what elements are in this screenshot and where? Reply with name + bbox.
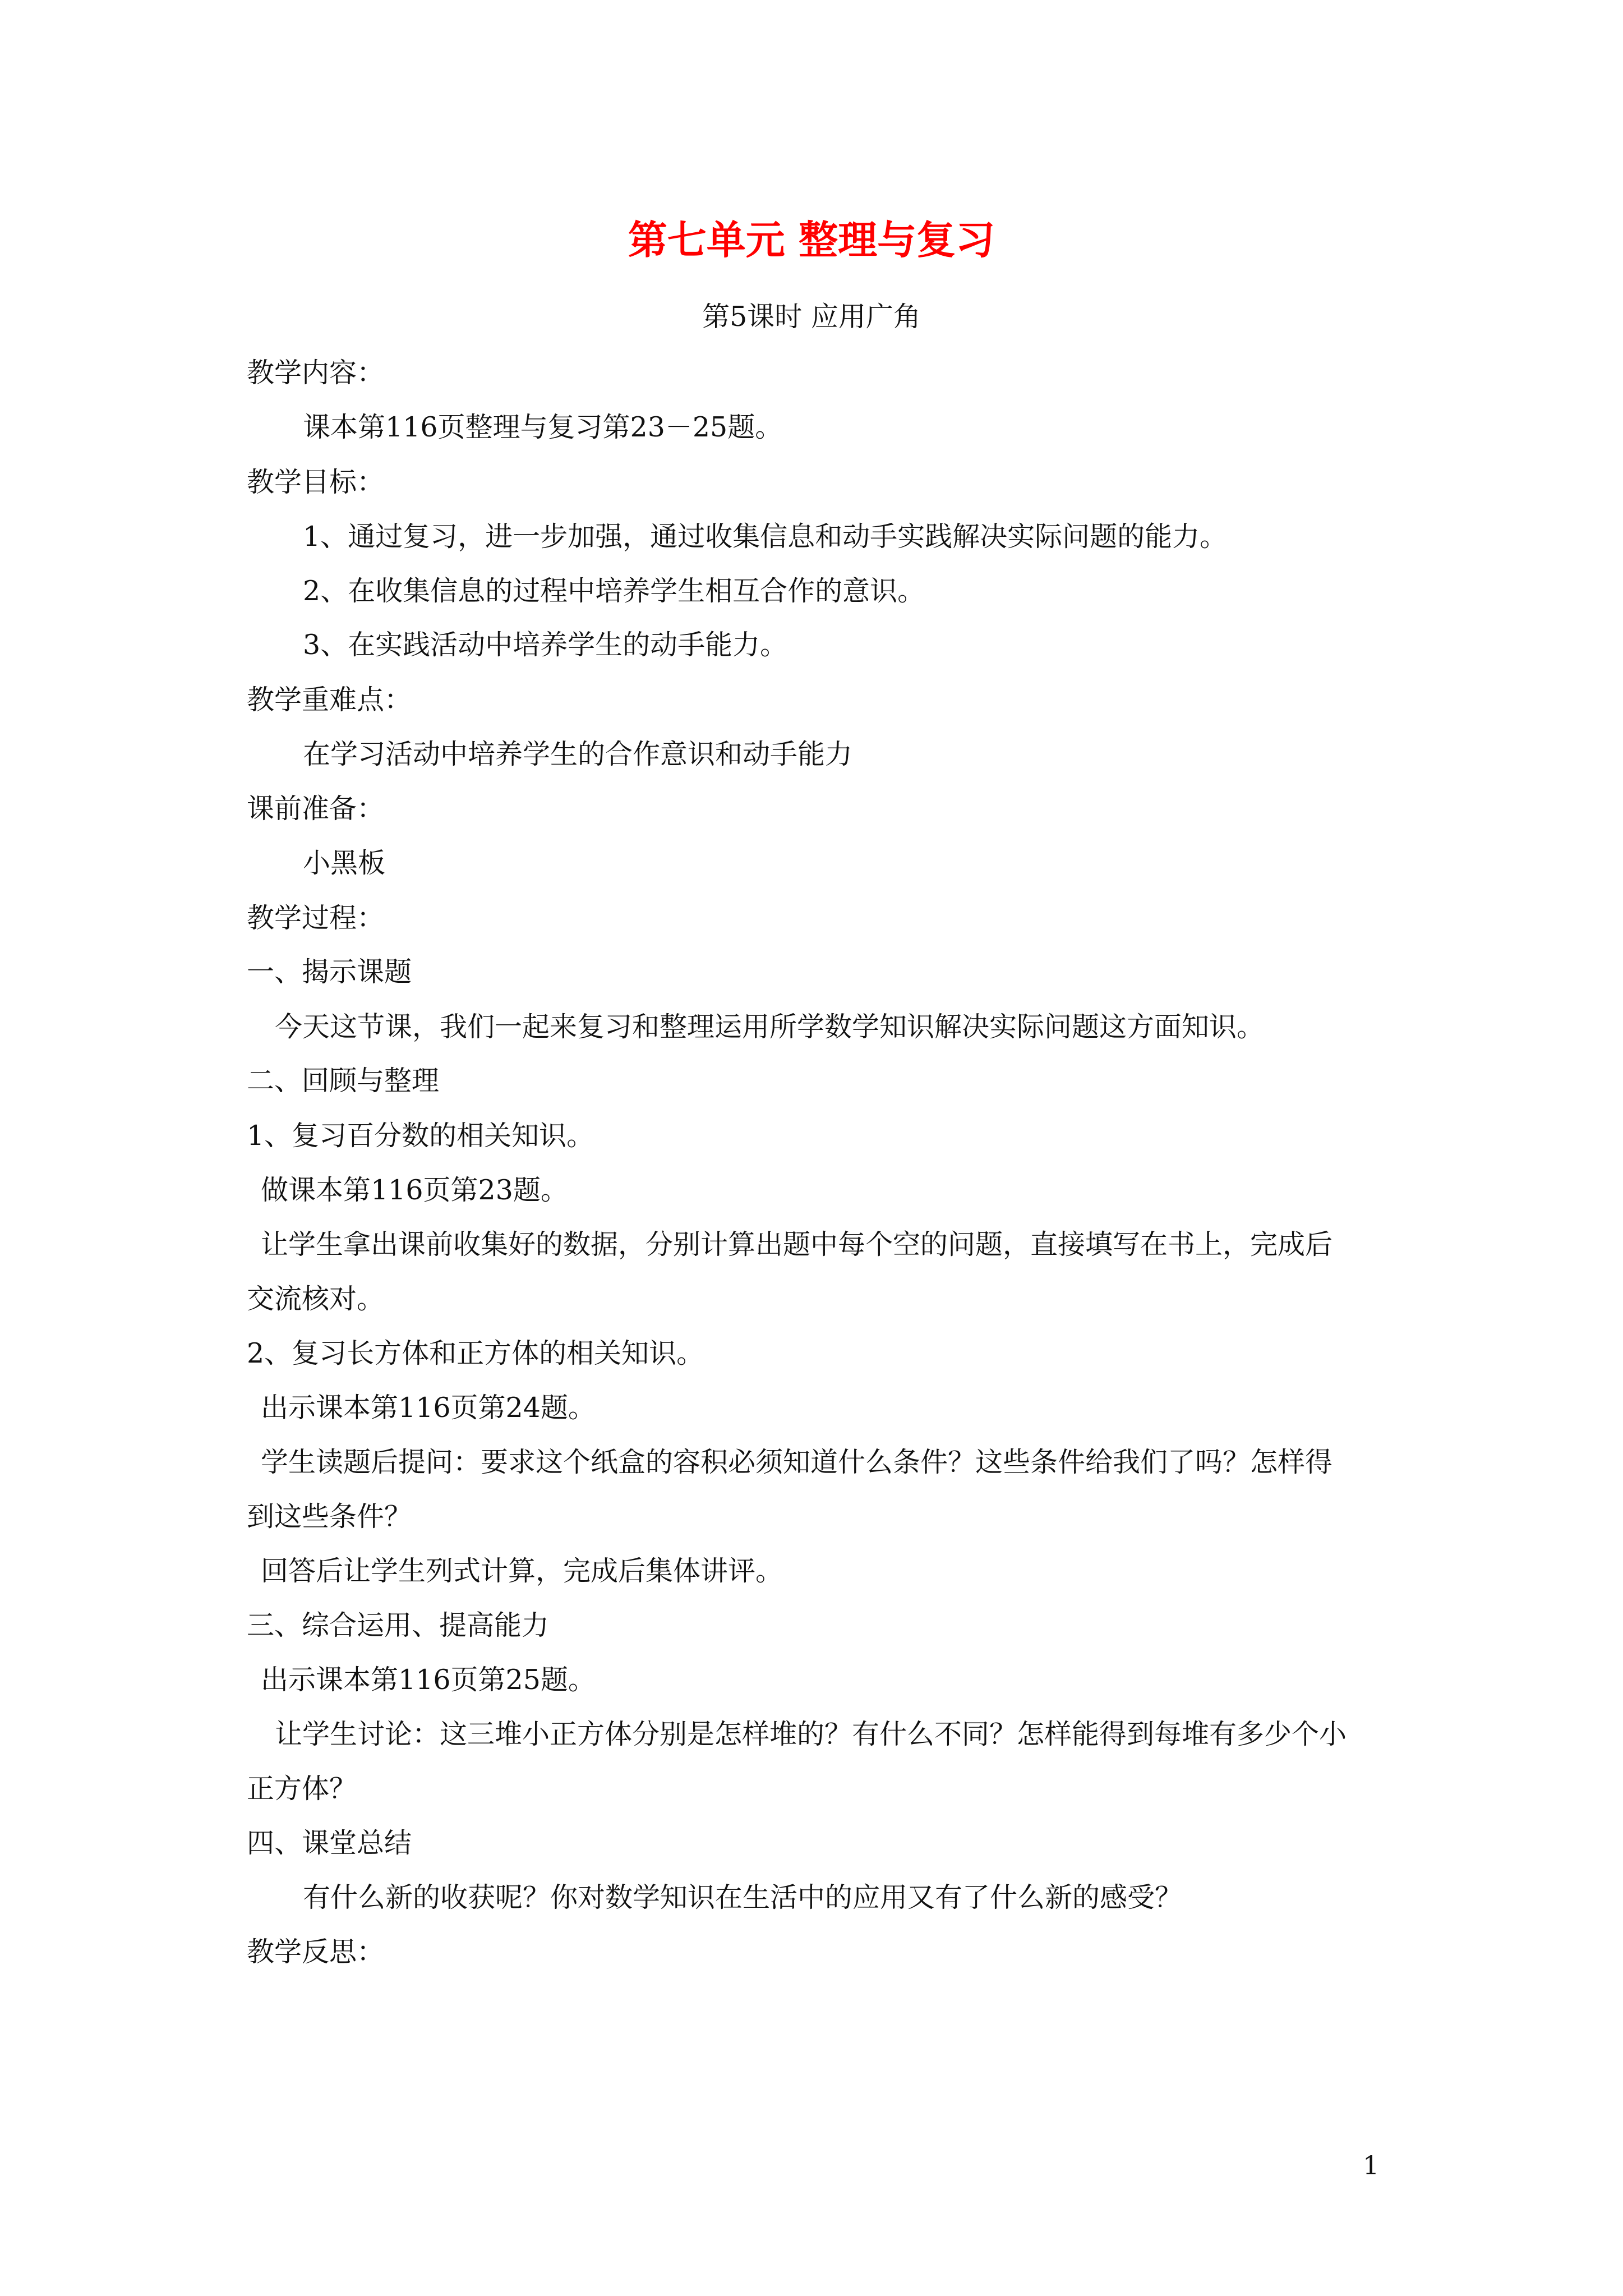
section-heading: 教学反思： — [247, 1936, 385, 1968]
section-heading: 教学内容： — [247, 357, 385, 389]
section-heading: 一、揭示课题 — [247, 956, 412, 988]
document-subtitle: 第5课时 应用广角 — [702, 301, 921, 333]
body-text: 交流核对。 — [247, 1283, 385, 1315]
body-text: 3、在实践活动中培养学生的动手能力。 — [303, 629, 788, 661]
body-text: 今天这节课，我们一起来复习和整理运用所学数学知识解决实际问题这方面知识。 — [275, 1011, 1265, 1043]
body-text: 小黑板 — [303, 847, 386, 879]
document-title: 第七单元 整理与复习 — [628, 217, 995, 263]
body-text: 有什么新的收获呢？你对数学知识在生活中的应用又有了什么新的感受？ — [303, 1881, 1183, 1913]
body-text: 出示课本第116页第25题。 — [261, 1664, 596, 1696]
body-text: 到这些条件？ — [247, 1501, 412, 1533]
section-heading: 二、回顾与整理 — [247, 1065, 440, 1097]
body-text: 让学生讨论：这三堆小正方体分别是怎样堆的？有什么不同？怎样能得到每堆有多少个小 — [275, 1718, 1347, 1750]
subsection-heading: 1、复习百分数的相关知识。 — [247, 1120, 594, 1152]
section-heading: 课前准备： — [247, 793, 385, 825]
section-heading: 教学目标： — [247, 466, 385, 498]
subsection-heading: 2、复习长方体和正方体的相关知识。 — [247, 1337, 704, 1369]
body-text: 课本第116页整理与复习第23－25题。 — [303, 411, 783, 443]
page-number: 1 — [1363, 2150, 1380, 2180]
body-text: 正方体？ — [247, 1773, 357, 1805]
body-text: 在学习活动中培养学生的合作意识和动手能力 — [303, 738, 853, 770]
body-text: 2、在收集信息的过程中培养学生相互合作的意识。 — [303, 575, 925, 607]
body-text: 学生读题后提问：要求这个纸盒的容积必须知道什么条件？这些条件给我们了吗？怎样得 — [261, 1446, 1333, 1478]
section-heading: 三、综合运用、提高能力 — [247, 1609, 550, 1641]
body-text: 出示课本第116页第24题。 — [261, 1392, 596, 1424]
body-text: 让学生拿出课前收集好的数据，分别计算出题中每个空的问题，直接填写在书上，完成后 — [261, 1228, 1333, 1260]
section-heading: 教学重难点： — [247, 684, 412, 716]
section-heading: 教学过程： — [247, 902, 385, 934]
body-text: 1、通过复习，进一步加强，通过收集信息和动手实践解决实际问题的能力。 — [303, 521, 1228, 553]
section-heading: 四、课堂总结 — [247, 1827, 412, 1859]
body-text: 做课本第116页第23题。 — [261, 1174, 568, 1206]
body-text: 回答后让学生列式计算，完成后集体讲评。 — [261, 1555, 783, 1587]
